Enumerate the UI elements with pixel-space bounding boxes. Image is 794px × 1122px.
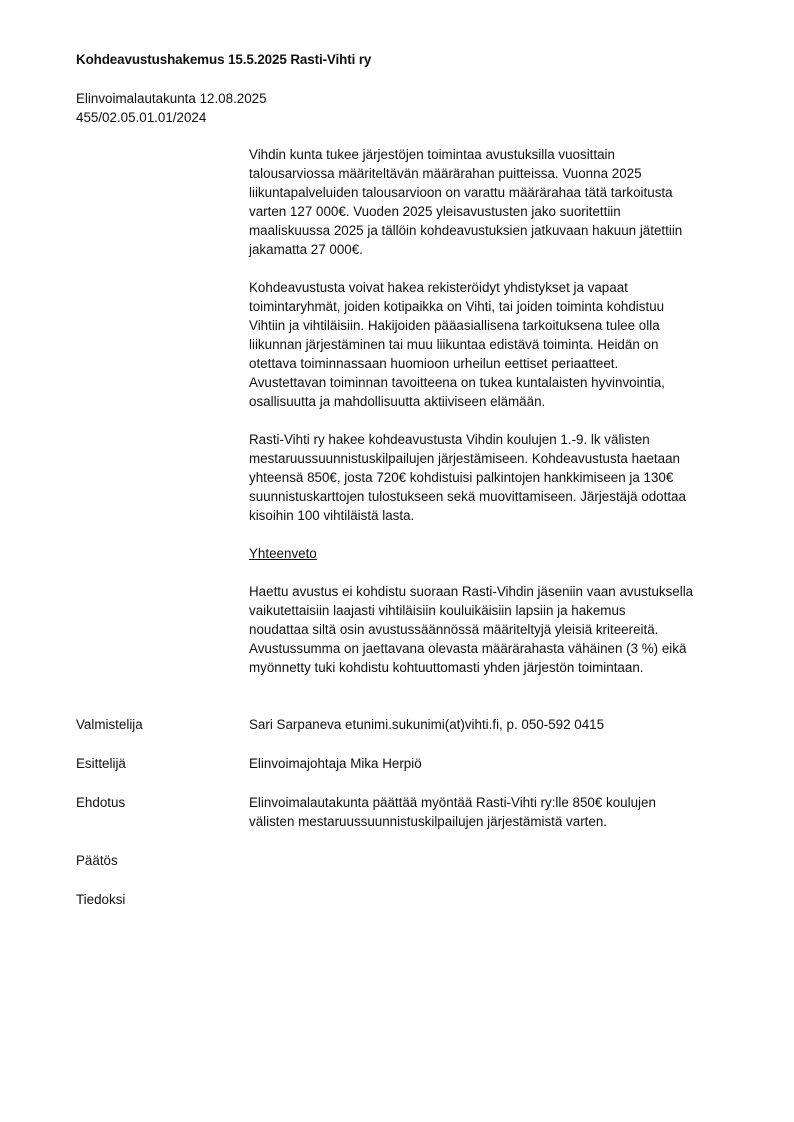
text-line: liikuntapalveluiden talousarvioon on varattu määrärahaa tätä tarkoitusta [249,185,673,200]
proposal-value [249,793,749,831]
paragraph-summary [249,582,749,677]
text-line: Vihtiin ja vihtiläisiin. Hakijoiden pääasiallisena tarkoituksena tulee olla [249,318,660,333]
text-line: otettava toiminnassaan huomioon urheilun eettiset periaatteet. [249,356,619,371]
preparer-label: Valmistelija [76,717,143,732]
text-line: mestaruussuunnistuskilpailujen järjestämiseen. Kohdeavustusta haetaan [249,451,680,466]
document-body [249,145,749,696]
text-line: Avustettavan toiminnan tavoitteena on tukea kuntalaisten hyvinvointia, [249,375,665,390]
text-line: Avustussumma on jaettavana olevasta määrärahasta vähäinen (3 %) eikä [249,641,687,656]
notification-label: Tiedoksi [76,892,126,907]
text-line: Elinvoimalautakunta päättää myöntää Rasti-Vihti ry:lle 850€ koulujen [249,795,656,810]
record-number: 455/02.05.01.01/2024 [76,110,207,125]
decision-label: Päätös [76,853,118,868]
text-line: toimintaryhmät, joiden kotipaikka on Vihti, tai joiden toiminta kohdistuu [249,299,665,314]
presenter-value: Elinvoimajohtaja Mika Herpiö [249,756,422,771]
meeting-info [76,89,267,127]
proposal-label: Ehdotus [76,795,126,810]
text-line: maaliskuussa 2025 ja tällöin kohdeavustuksien jatkuvaan hakuun jätettiin [249,223,683,238]
text-line: varten 127 000€. Vuoden 2025 yleisavustusten jako suoritettiin [249,204,621,219]
text-line: suunnistuskarttojen tulostukseen sekä muovittamiseen. Järjestäjä odottaa [249,489,686,504]
document-title: Kohdeavustushakemus 15.5.2025 Rasti-Vihti ry [76,52,372,67]
text-line: yhteensä 850€, josta 720€ kohdistuisi palkintojen hankkimiseen ja 130€ [249,470,674,485]
paragraph-eligibility [249,278,749,411]
text-line: Haettu avustus ei kohdistu suoraan Rasti-Vihdin jäseniin vaan avustuksella [249,584,694,599]
text-line: jakamatta 27 000€. [249,242,363,257]
text-line: vaikutettaisiin laajasti vihtiläisiin kouluikäisiin lapsiin ja hakemus [249,603,626,618]
text-line: Kohdeavustusta voivat hakea rekisteröidyt yhdistykset ja vapaat [249,280,628,295]
summary-heading: Yhteenveto [249,546,317,561]
meeting-date: Elinvoimalautakunta 12.08.2025 [76,91,267,106]
text-line: kisoihin 100 vihtiläistä lasta. [249,508,415,523]
text-line: osallisuutta ja mahdollisuutta aktiiviseen elämään. [249,394,546,409]
text-line: talousarviossa määriteltävän määrärahan puitteissa. Vuonna 2025 [249,166,642,181]
text-line: liikunnan järjestäminen tai muu liikuntaa edistävä toiminta. Heidän on [249,337,659,352]
presenter-label: Esittelijä [76,756,126,771]
text-line: välisten mestaruussuunnistuskilpailujen järjestämistä varten. [249,814,607,829]
text-line: noudattaa siltä osin avustussäännössä määriteltyjä yleisiä kriteereitä. [249,622,659,637]
text-line: Vihdin kunta tukee järjestöjen toimintaa avustuksilla vuosittain [249,147,615,162]
paragraph-background [249,145,749,259]
text-line: Rasti-Vihti ry hakee kohdeavustusta Vihdin koulujen 1.-9. lk välisten [249,432,650,447]
text-line: myönnetty tuki kohdistu kohtuuttomasti yhden järjestön toimintaan. [249,660,644,675]
preparer-value: Sari Sarpaneva etunimi.sukunimi(at)vihti.fi, p. 050-592 0415 [249,717,605,732]
paragraph-application [249,430,749,525]
